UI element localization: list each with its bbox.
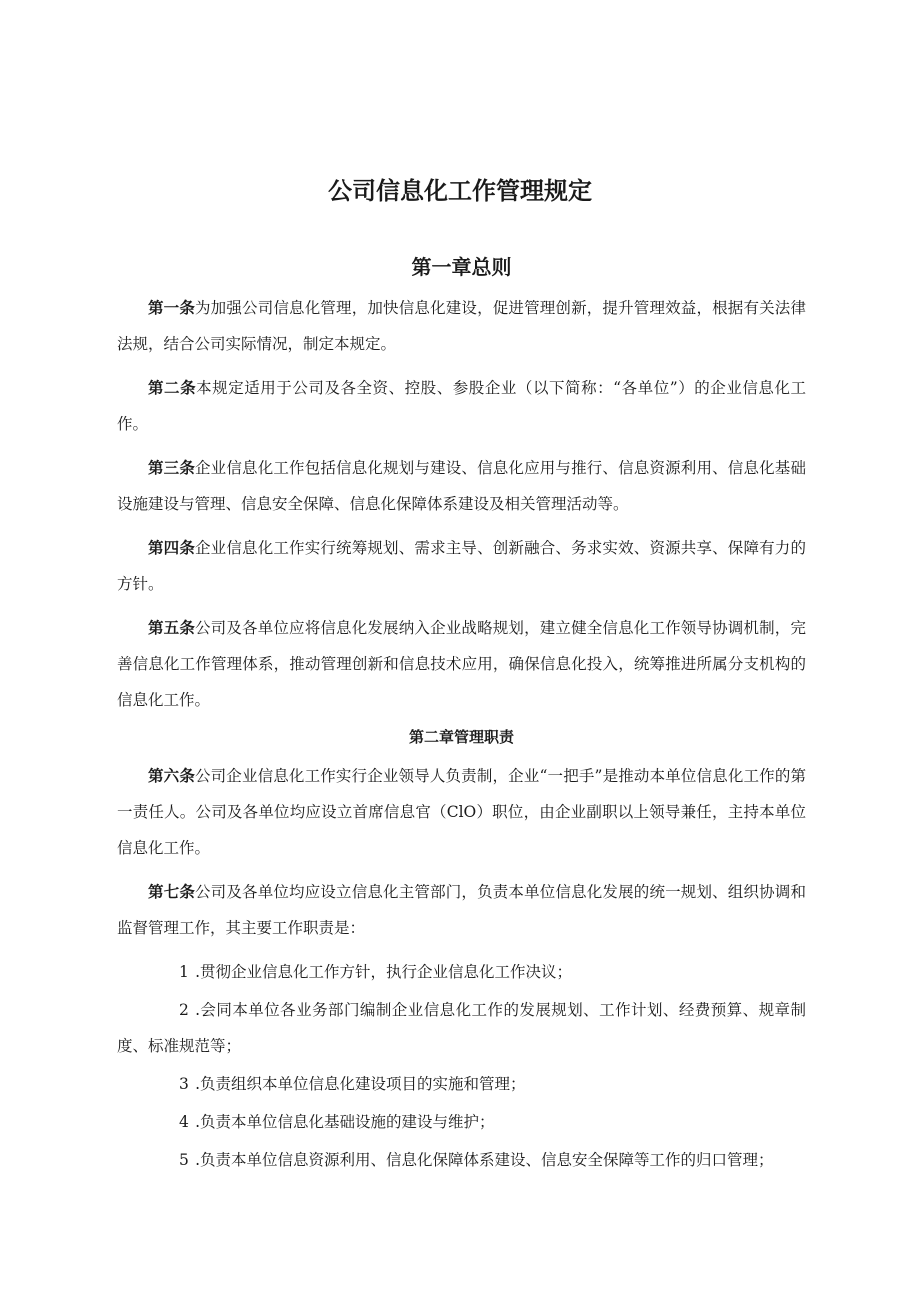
chapter-heading: 第二章管理职责 [408, 728, 514, 746]
list-number: 3 [179, 1075, 189, 1093]
duty-list-item [117, 954, 806, 990]
article-2 [117, 370, 806, 442]
list-number: 1 [179, 963, 189, 981]
article-label: 第七条 [148, 883, 196, 901]
article-label: 第三条 [148, 459, 196, 477]
list-number: 5 [179, 1151, 189, 1169]
list-text: .负责组织本单位信息化建设项目的实施和管理； [195, 1075, 526, 1093]
article-text: 公司及各单位均应设立信息化主管部门，负责本单位信息化发展的统一规划、组织协调和监督管理工作，其主要工作职责是： [117, 883, 806, 937]
article-text: 本规定适用于公司及各全资、控股、参股企业（以下简称：“各单位”）的企业信息化工作。 [117, 379, 806, 433]
article-text: 公司及各单位应将信息化发展纳入企业战略规划，建立健全信息化工作领导协调机制，完善信息化工作管理体系，推动管理创新和信息技术应用，确保信息化投入，统筹推进所属分支机构的信息化工作。 [117, 619, 806, 709]
duty-list-item [117, 992, 806, 1064]
list-text: .会同本单位各业务部门编制企业信息化工作的发展规划、工作计划、经费预算、规章制度、标准规范等； [117, 1001, 806, 1055]
document-body [117, 252, 806, 1180]
article-text: 企业信息化工作实行统筹规划、需求主导、创新融合、务求实效、资源共享、保障有力的方针。 [117, 539, 806, 593]
list-text: .负责本单位信息化基础设施的建设与维护； [195, 1113, 495, 1131]
article-6 [117, 758, 806, 866]
list-number: 4 [179, 1113, 189, 1131]
chapter-2 [117, 726, 806, 1178]
article-3 [117, 450, 806, 522]
list-text: .负责本单位信息资源利用、信息化保障体系建设、信息安全保障等工作的归口管理； [195, 1151, 774, 1169]
article-text: 为加强公司信息化管理，加快信息化建设，促进管理创新，提升管理效益，根据有关法律法规，结合公司实际情况，制定本规定。 [117, 299, 806, 353]
article-text: 公司企业信息化工作实行企业领导人负责制，企业“一把手”是推动本单位信息化工作的第一责任人。公司及各单位均应设立首席信息官（ClO）职位，由企业副职以上领导兼任，主持本单位信息化工作。 [117, 767, 806, 857]
list-text: .贯彻企业信息化工作方针，执行企业信息化工作决议； [195, 963, 572, 981]
article-label: 第五条 [148, 619, 196, 637]
list-number: 2 [179, 1001, 189, 1019]
duty-list-item [117, 1066, 806, 1102]
article-label: 第一条 [148, 299, 196, 317]
document-title: 公司信息化工作管理规定 [328, 177, 592, 205]
chapter-1 [117, 252, 806, 718]
chapter-heading: 第一章总则 [411, 255, 512, 279]
article-text: 企业信息化工作包括信息化规划与建设、信息化应用与推行、信息资源利用、信息化基础设施建设与管理、信息安全保障、信息化保障体系建设及相关管理活动等。 [117, 459, 806, 513]
article-1 [117, 290, 806, 362]
article-4 [117, 530, 806, 602]
article-label: 第四条 [148, 539, 196, 557]
article-5 [117, 610, 806, 718]
article-7 [117, 874, 806, 946]
article-label: 第二条 [148, 379, 197, 397]
duty-list-item [117, 1142, 806, 1178]
article-label: 第六条 [148, 767, 195, 785]
duty-list-item [117, 1104, 806, 1140]
